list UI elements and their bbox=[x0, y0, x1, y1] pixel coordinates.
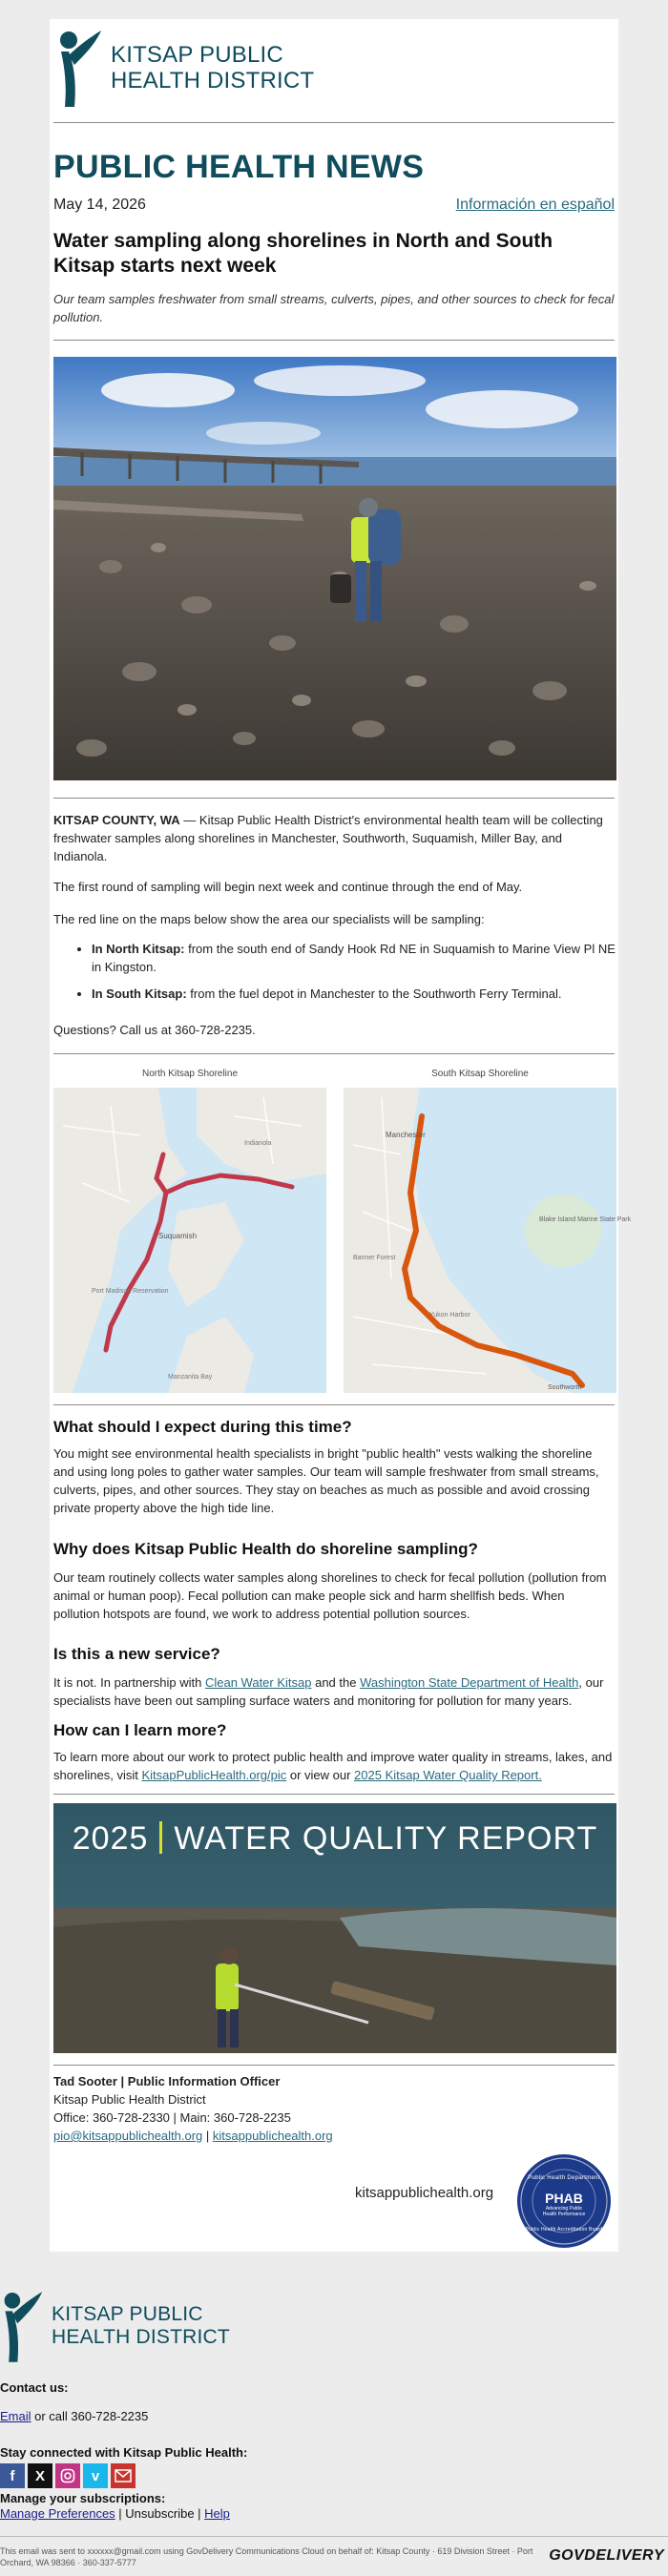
banner-divider bbox=[159, 1821, 162, 1854]
map-label: Manchester bbox=[386, 1131, 426, 1139]
facebook-icon[interactable]: f bbox=[0, 2463, 25, 2488]
header-logo[interactable] bbox=[55, 27, 314, 109]
newsletter-card bbox=[50, 19, 632, 2252]
map-label: Indianola bbox=[244, 1140, 272, 1147]
issue-date: May 14, 2026 bbox=[53, 197, 146, 213]
list-item bbox=[92, 940, 626, 976]
separator: | bbox=[202, 2129, 213, 2143]
stay-connected-heading: Stay connected with Kitsap Public Health: bbox=[0, 2445, 248, 2460]
section-text: You might see environmental health specialists in bright "public health" vests walking the shoreline and using long poles to gather water samples. Our team will sample freshwater from small streams, culverts, pipes, and other sources. They stay on beaches as much as possible and avoid crossing private property above the high tide line. bbox=[53, 1446, 599, 1515]
footer-email-link[interactable]: Email bbox=[0, 2409, 31, 2423]
divider bbox=[53, 340, 615, 341]
map-label: Port Madison Reservation bbox=[92, 1288, 169, 1295]
divider bbox=[53, 1794, 615, 1795]
map-label: Southworth bbox=[548, 1384, 582, 1391]
subscription-links bbox=[0, 2505, 230, 2523]
help-link[interactable]: Help bbox=[204, 2506, 230, 2521]
instagram-icon[interactable] bbox=[55, 2463, 80, 2488]
questions-text: Questions? Call us at 360-728-2235. bbox=[53, 1023, 256, 1037]
pio-email-link[interactable]: pio@kitsappublichealth.org bbox=[53, 2129, 203, 2143]
x-icon[interactable]: X bbox=[28, 2463, 52, 2488]
list-item-text: from the south end of Sandy Hook Rd NE in Suquamish to Marine View Pl NE in Kingston. bbox=[92, 942, 616, 974]
map-label: Suquamish bbox=[158, 1232, 198, 1240]
text: It is not. In partnership with bbox=[53, 1675, 205, 1690]
section-heading: Why does Kitsap Public Health do shoreline sampling? bbox=[53, 1540, 478, 1558]
pic-link[interactable]: KitsapPublicHealth.org/pic bbox=[141, 1768, 287, 1782]
footer-logo[interactable] bbox=[0, 2288, 230, 2364]
water-quality-report-link[interactable]: 2025 Kitsap Water Quality Report. bbox=[354, 1768, 542, 1782]
separator: | bbox=[115, 2506, 126, 2521]
signature-block bbox=[53, 2072, 333, 2145]
clean-water-kitsap-link[interactable]: Clean Water Kitsap bbox=[204, 1675, 312, 1690]
divider bbox=[53, 1404, 615, 1405]
manage-heading: Manage your subscriptions: bbox=[0, 2491, 166, 2505]
text: , our specialists have been out sampling surface waters and monitoring for pollution for many years. bbox=[53, 1675, 604, 1708]
org-name-line2: HEALTH DISTRICT bbox=[52, 2326, 230, 2348]
south-kitsap-map bbox=[344, 1088, 632, 1393]
unsubscribe-link[interactable]: Unsubscribe bbox=[125, 2506, 195, 2521]
footer-org-name bbox=[52, 2303, 230, 2349]
banner-year: 2025 bbox=[72, 1820, 149, 1857]
legal-text: This email was sent to xxxxxx@gmail.com using GovDelivery Communications Cloud on behalf of: Kitsap County · 619 Division Street · Port Orchard, WA 98366 · 360-337-5777 bbox=[0, 2546, 533, 2567]
article-subheading: Our team samples freshwater from small streams, culverts, pipes, and other sources to check for fecal pollution. bbox=[53, 292, 615, 324]
govdelivery-logo[interactable]: GOVDELIVERY bbox=[549, 2547, 664, 2564]
article-headline: Water sampling along shorelines in North and South Kitsap starts next week bbox=[53, 230, 553, 277]
banner-title-text: WATER QUALITY REPORT bbox=[174, 1820, 598, 1857]
map-label: Blake Island Marine State Park bbox=[539, 1216, 632, 1223]
contact-line bbox=[0, 2408, 148, 2425]
contact-text: or call 360-728-2235 bbox=[31, 2409, 149, 2423]
paragraph: The red line on the maps below show the area our specialists will be sampling: bbox=[53, 912, 485, 926]
water-quality-report-banner[interactable] bbox=[53, 1803, 616, 2053]
signature-org: Kitsap Public Health District bbox=[53, 2092, 206, 2107]
social-icons bbox=[0, 2463, 136, 2488]
section-heading: How can I learn more? bbox=[53, 1721, 227, 1739]
map-title-north: North Kitsap Shoreline bbox=[141, 1069, 239, 1079]
phab-bottom-text: Public Health Accreditation Board bbox=[525, 2227, 603, 2233]
email-icon[interactable] bbox=[111, 2463, 136, 2488]
signature-name: Tad Sooter | Public Information Officer bbox=[53, 2074, 281, 2088]
list-item-label: In North Kitsap: bbox=[92, 942, 185, 956]
kphd-logo-icon bbox=[0, 2288, 44, 2364]
footer-site-text: kitsappublichealth.org bbox=[355, 2185, 494, 2201]
text: and the bbox=[311, 1675, 361, 1690]
section-text bbox=[53, 1673, 613, 1710]
phab-subtext: Advancing Public Health Performance bbox=[542, 2206, 586, 2217]
phab-accreditation-badge bbox=[517, 2154, 611, 2248]
org-name-line1: KITSAP PUBLIC bbox=[111, 42, 283, 68]
phab-label: PHAB bbox=[545, 2191, 583, 2206]
separator: | bbox=[194, 2506, 205, 2521]
shoreline-maps bbox=[53, 1069, 632, 1393]
kphd-logo-icon bbox=[55, 27, 103, 109]
section-heading: Is this a new service? bbox=[53, 1645, 220, 1663]
wa-doh-link[interactable]: Washington State Department of Health bbox=[360, 1675, 579, 1690]
section-text bbox=[53, 1748, 613, 1784]
map-title-south: South Kitsap Shoreline bbox=[431, 1069, 529, 1079]
dateline: KITSAP COUNTY, WA bbox=[53, 813, 180, 827]
divider bbox=[53, 122, 615, 123]
sampling-area-list bbox=[53, 940, 626, 1003]
signature-phones: Office: 360-728-2330 | Main: 360-728-2235 bbox=[53, 2110, 291, 2125]
kphd-site-link[interactable]: kitsappublichealth.org bbox=[212, 2129, 333, 2143]
phab-ring-text: Public Health Department bbox=[528, 2175, 600, 2181]
divider bbox=[53, 2065, 615, 2066]
divider bbox=[0, 2536, 668, 2537]
org-name-line2: HEALTH DISTRICT bbox=[111, 68, 315, 93]
lead-text: — Kitsap Public Health District's environmental health team will be collecting freshwater samples along shorelines in Manchester, Southworth, Suquamish, Miller Bay, and Indianola. bbox=[53, 813, 603, 863]
paragraph: The first round of sampling will begin next week and continue through the end of May. bbox=[53, 880, 523, 894]
list-item-label: In South Kitsap: bbox=[92, 987, 187, 1001]
banner-title bbox=[53, 1820, 616, 1858]
vimeo-icon[interactable]: v bbox=[83, 2463, 108, 2488]
map-label: Manzanita Bay bbox=[168, 1374, 213, 1381]
text: To learn more about our work to protect public health and improve water quality in streams, lakes, and shorelines, visit bbox=[53, 1750, 613, 1782]
map-label: Banner Forest bbox=[353, 1255, 396, 1261]
divider bbox=[53, 798, 615, 799]
manage-preferences-link[interactable]: Manage Preferences bbox=[0, 2506, 115, 2521]
lead-paragraph bbox=[53, 811, 613, 865]
text: or view our bbox=[286, 1768, 355, 1782]
list-item-text: from the fuel depot in Manchester to the Southworth Ferry Terminal. bbox=[186, 987, 562, 1001]
section-heading: What should I expect during this time? bbox=[53, 1418, 352, 1436]
org-name bbox=[111, 42, 314, 93]
newsletter-title: PUBLIC HEALTH NEWS bbox=[53, 149, 425, 185]
org-name-line1: KITSAP PUBLIC bbox=[52, 2303, 203, 2325]
spanish-info-link[interactable]: Información en español bbox=[455, 197, 615, 213]
signature-links bbox=[53, 2127, 333, 2145]
divider bbox=[53, 1053, 615, 1054]
section-text: Our team routinely collects water samples along shorelines to check for fecal pollution (pollution from animal or human poop). Fecal pollution can make people sick and harm shellfish beds. When pollution hotspots are found, we work to address potential pollution sources. bbox=[53, 1570, 607, 1621]
north-kitsap-map bbox=[53, 1088, 326, 1393]
map-label: Yukon Harbor bbox=[429, 1312, 470, 1319]
hero-photo-shoreline bbox=[53, 357, 616, 780]
contact-heading: Contact us: bbox=[0, 2380, 69, 2395]
list-item bbox=[92, 985, 626, 1003]
